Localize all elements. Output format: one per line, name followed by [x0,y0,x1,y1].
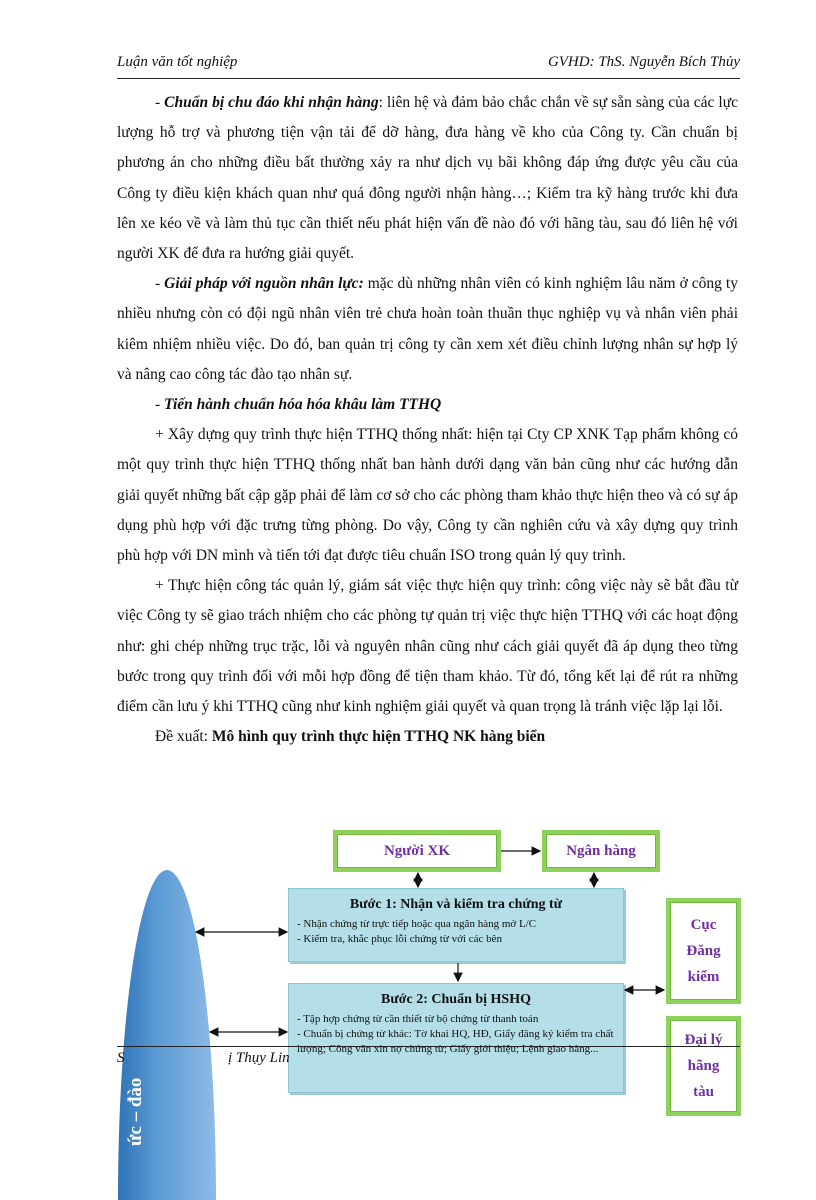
header-thesis-title: Luận văn tốt nghiệp [117,54,238,70]
nguoi-xk-box: Người XK [333,830,501,872]
page-header [117,52,740,79]
step-2-item: - Chuẩn bị chứng từ khác: Tờ khai HQ, HĐ, Giấy đăng ký kiểm tra chất lượng; Công văn xin nợ chứng từ; Giấy giới thiệu; Lệnh giao hàng... [297,1028,614,1055]
diagram-arrows [0,820,816,1123]
arc-label: ức – đào [125,1077,146,1146]
header-advisor: GVHD: ThS. Nguyễn Bích Thủy [547,54,740,70]
step-1-title: Bước 1: Nhận và kiểm tra chứng từ [349,897,563,912]
proposal-title: Mô hình quy trình thực hiện TTHQ NK hàng biển [211,728,546,746]
dai-ly-hang-tau-box: Đại lý hãng tàu [666,1016,741,1116]
paragraph-supervise-process: + Thực hiện công tác quản lý, giám sát việc thực hiện quy trình: công việc này sẽ bắt đầu từ việc Công ty sẽ giao trách nhiệm cho các phòng tự quản trị việc thực hiện TTHQ với các hoạt động như: ghi chép những trục trặc, lỗi và nguyên nhân cũng như cách giải quyết đã áp dụng theo từng bước trong quy trình đối với mỗi hợp đồng để tiện tham khảo. Từ đó, tổng kết lại để rút ra những điểm cần lưu ý khi TTHQ cũng như kinh nghiệm giải quyết và quan trọng là tránh việc lặp lại lỗi. [117,577,738,716]
paragraph-standardize: - Tiến hành chuẩn hóa hóa khâu làm TTHQ [155,396,442,414]
step-2-item: - Tập hợp chứng từ cần thiết từ bộ chứng từ thanh toán [297,1013,539,1025]
paragraph-heading: Tiến hành chuẩn hóa hóa khâu làm TTHQ [164,396,442,414]
footer-author-name: ị Thụy Lin [228,1050,290,1066]
footer-rule [117,1046,740,1047]
step-1-item: - Nhận chứng từ trực tiếp hoặc qua ngân hàng mở L/C [297,918,537,930]
footer-author-start: S [117,1050,125,1066]
paragraph-build-process: + Xây dựng quy trình thực hiện TTHQ thống nhất: hiện tại Cty CP XNK Tạp phẩm không có một quy trình thực hiện TTHQ thống nhất ban hành dưới dạng văn bản cũng như các hướng dẫn giải quyết những bất cập gặp phải để làm cơ sở cho các phòng tham khảo thực hiện theo và có sự áp dụng phù hợp với đặc trưng từng phòng. Do vậy, Công ty cần nghiên cứu và xây dựng quy trình phù hợp với DN mình và tiến tới đạt được tiêu chuẩn ISO trong quản lý quy trình. [117,426,738,565]
cuc-dang-kiem-box: Cục Đăng kiểm [666,898,741,1004]
step-1-item: - Kiểm tra, khắc phục lỗi chứng từ với các bên [297,933,502,945]
ngan-hang-box: Ngân hàng [542,830,660,872]
paragraph-heading: Giải pháp với nguồn nhân lực: [164,275,364,293]
paragraph-receiving-goods: - Chuẩn bị chu đáo khi nhận hàng: liên hệ và đảm bảo chắc chắn về sự sẵn sàng của các lực lượng hỗ trợ và phương tiện vận tải để dỡ hàng, đưa hàng về kho của Công ty. Cần chuẩn bị phương án cho những điều bất thường xảy ra như dịch vụ bãi không đáp ứng được yêu cầu của Công ty điều kiện khách quan như quá đông người nhận hàng…; Kiểm tra kỹ hàng trước khi đưa lên xe kéo về và làm thủ tục cần thiết nếu phát hiện vấn đề nào đó với hãng tàu, sau đó liên hệ với người XK để đưa ra hướng giải quyết. [117,94,738,263]
paragraph-human-resources: - Giải pháp với nguồn nhân lực: mặc dù những nhân viên có kinh nghiệm lâu năm ở công ty nhiều nhưng còn có đội ngũ nhân viên trẻ chưa hoàn toàn thuần thục nghiệp vụ và nhân viên phải kiêm nhiệm nhiều việc. Do đó, ban quản trị công ty cần xem xét điều chỉnh lượng nhân sự hợp lý và nâng cao công tác đào tạo nhân sự. [117,275,738,383]
step-2-title: Bước 2: Chuẩn bị HSHQ [381,992,531,1007]
body-text [117,88,738,752]
paragraph-proposal: Đề xuất: Mô hình quy trình thực hiện TTHQ NK hàng biển [155,728,546,746]
process-diagram [0,820,816,1146]
paragraph-heading: Chuẩn bị chu đáo khi nhận hàng [164,94,379,111]
